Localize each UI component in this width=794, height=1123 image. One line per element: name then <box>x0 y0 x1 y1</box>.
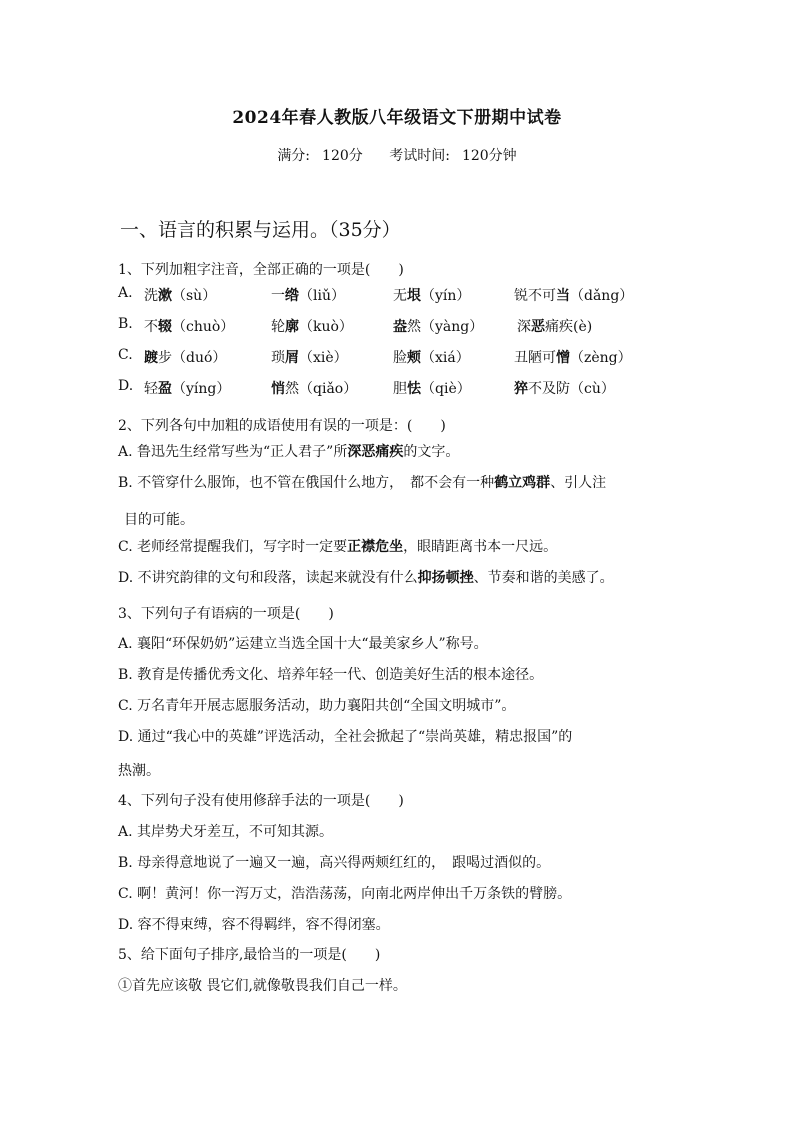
q3-option-a: A. 襄阳“环保奶奶”运建立当选全国十大“最美家乡人”称号。 <box>118 636 488 652</box>
q4-option-b: B. 母亲得意地说了一遍又一遍，高兴得两颊红红的， 跟喝过酒似的。 <box>118 855 551 871</box>
q1-b-letter: B. <box>118 316 133 332</box>
q1-b-item3: 盎然（yàng） <box>393 319 484 335</box>
q1-a-letter: A. <box>118 285 133 301</box>
q1-a-item2: 一绺（liǔ） <box>271 288 345 304</box>
q1-c-item1: 踱步（duó） <box>144 350 227 366</box>
q3-stem: 3、下列句子有语病的一项是( ) <box>118 606 334 622</box>
q4-option-c: C. 啊！黄河！你一泻万丈，浩浩荡荡，向南北两岸伸出千万条铁的臂膀。 <box>118 886 572 902</box>
q1-c-item3: 脸颊（xiá） <box>393 350 470 366</box>
q1-d-item2: 悄然（qiǎo） <box>271 381 358 397</box>
q1-d-letter: D. <box>118 378 134 394</box>
q2-option-d: D. 不讲究韵律的文句和段落，读起来就没有什么抑扬顿挫、节奏和谐的美感了。 <box>118 570 614 586</box>
q1-a-item4: 锐不可当（dǎng） <box>514 288 634 304</box>
q4-option-a: A. 其岸势犬牙差互，不可知其源。 <box>118 824 334 840</box>
q4-option-d: D. 容不得束缚，容不得羁绊，容不得闭塞。 <box>118 917 390 933</box>
q1-stem: 1、下列加粗字注音，全部正确的一项是( ) <box>118 262 404 278</box>
q1-a-item1: 洗漱（sù） <box>144 288 217 304</box>
q1-c-item2: 琐屑（xiè） <box>271 350 348 366</box>
q5-stem: 5、给下面句子排序,最恰当的一项是( ) <box>118 947 381 963</box>
q3-option-c: C. 万名青年开展志愿服务活动，助力襄阳共创“全国文明城市”。 <box>118 698 516 714</box>
q3-option-d: D. 通过“我心中的英雄”评选活动，全社会掀起了“崇尚英雄，精忠报国”的 <box>118 729 573 745</box>
q2-stem: 2、下列各句中加粗的成语使用有误的一项是：( ) <box>118 418 446 434</box>
q3-option-b: B. 教育是传播优秀文化、培养年轻一代、创造美好生活的根本途径。 <box>118 667 544 683</box>
exam-info <box>0 145 794 165</box>
q1-b-item4: 深恶痛疾(è) <box>517 319 593 335</box>
q1-c-item4: 丑陋可憎（zèng） <box>514 350 632 366</box>
q4-stem: 4、下列句子没有使用修辞手法的一项是( ) <box>118 793 404 809</box>
q1-a-item3: 无垠（yín） <box>393 288 471 304</box>
q2-option-b: B. 不管穿什么服饰，也不管在俄国什么地方， 都不会有一种鹤立鸡群、引人注 <box>118 475 607 491</box>
score-value: 120分 <box>322 148 363 164</box>
q1-b-item1: 不辍（chuò） <box>144 319 235 335</box>
q3-option-d-cont: 热潮。 <box>118 763 160 779</box>
exam-title: 2024年春人教版八年级语文下册期中试卷 <box>232 108 562 128</box>
time-value: 120分钟 <box>461 148 517 164</box>
q2-option-c: C. 老师经常提醒我们，写字时一定要正襟危坐，眼睛距离书本一尺远。 <box>118 539 558 555</box>
q1-c-letter: C. <box>118 347 133 363</box>
q1-d-item3: 胆怯（qiè） <box>393 381 471 397</box>
q2-option-a: A. 鲁迅先生经常写些为“正人君子”所深恶痛疾的文字。 <box>118 444 460 460</box>
q1-d-item4: 猝不及防（cù） <box>514 381 615 397</box>
q2-option-b-cont: 目的可能。 <box>124 512 194 528</box>
q1-b-item2: 轮廓（kuò） <box>271 319 353 335</box>
q1-d-item1: 轻盈（yíng） <box>144 381 231 397</box>
score-label: 满分: <box>277 148 311 164</box>
q5-sentence-1: ①首先应该敬 畏它们,就像敬畏我们自己一样。 <box>118 978 407 994</box>
section-heading: 一、语言的积累与运用。（35分） <box>120 219 401 241</box>
time-label: 考试时间: <box>389 148 450 164</box>
